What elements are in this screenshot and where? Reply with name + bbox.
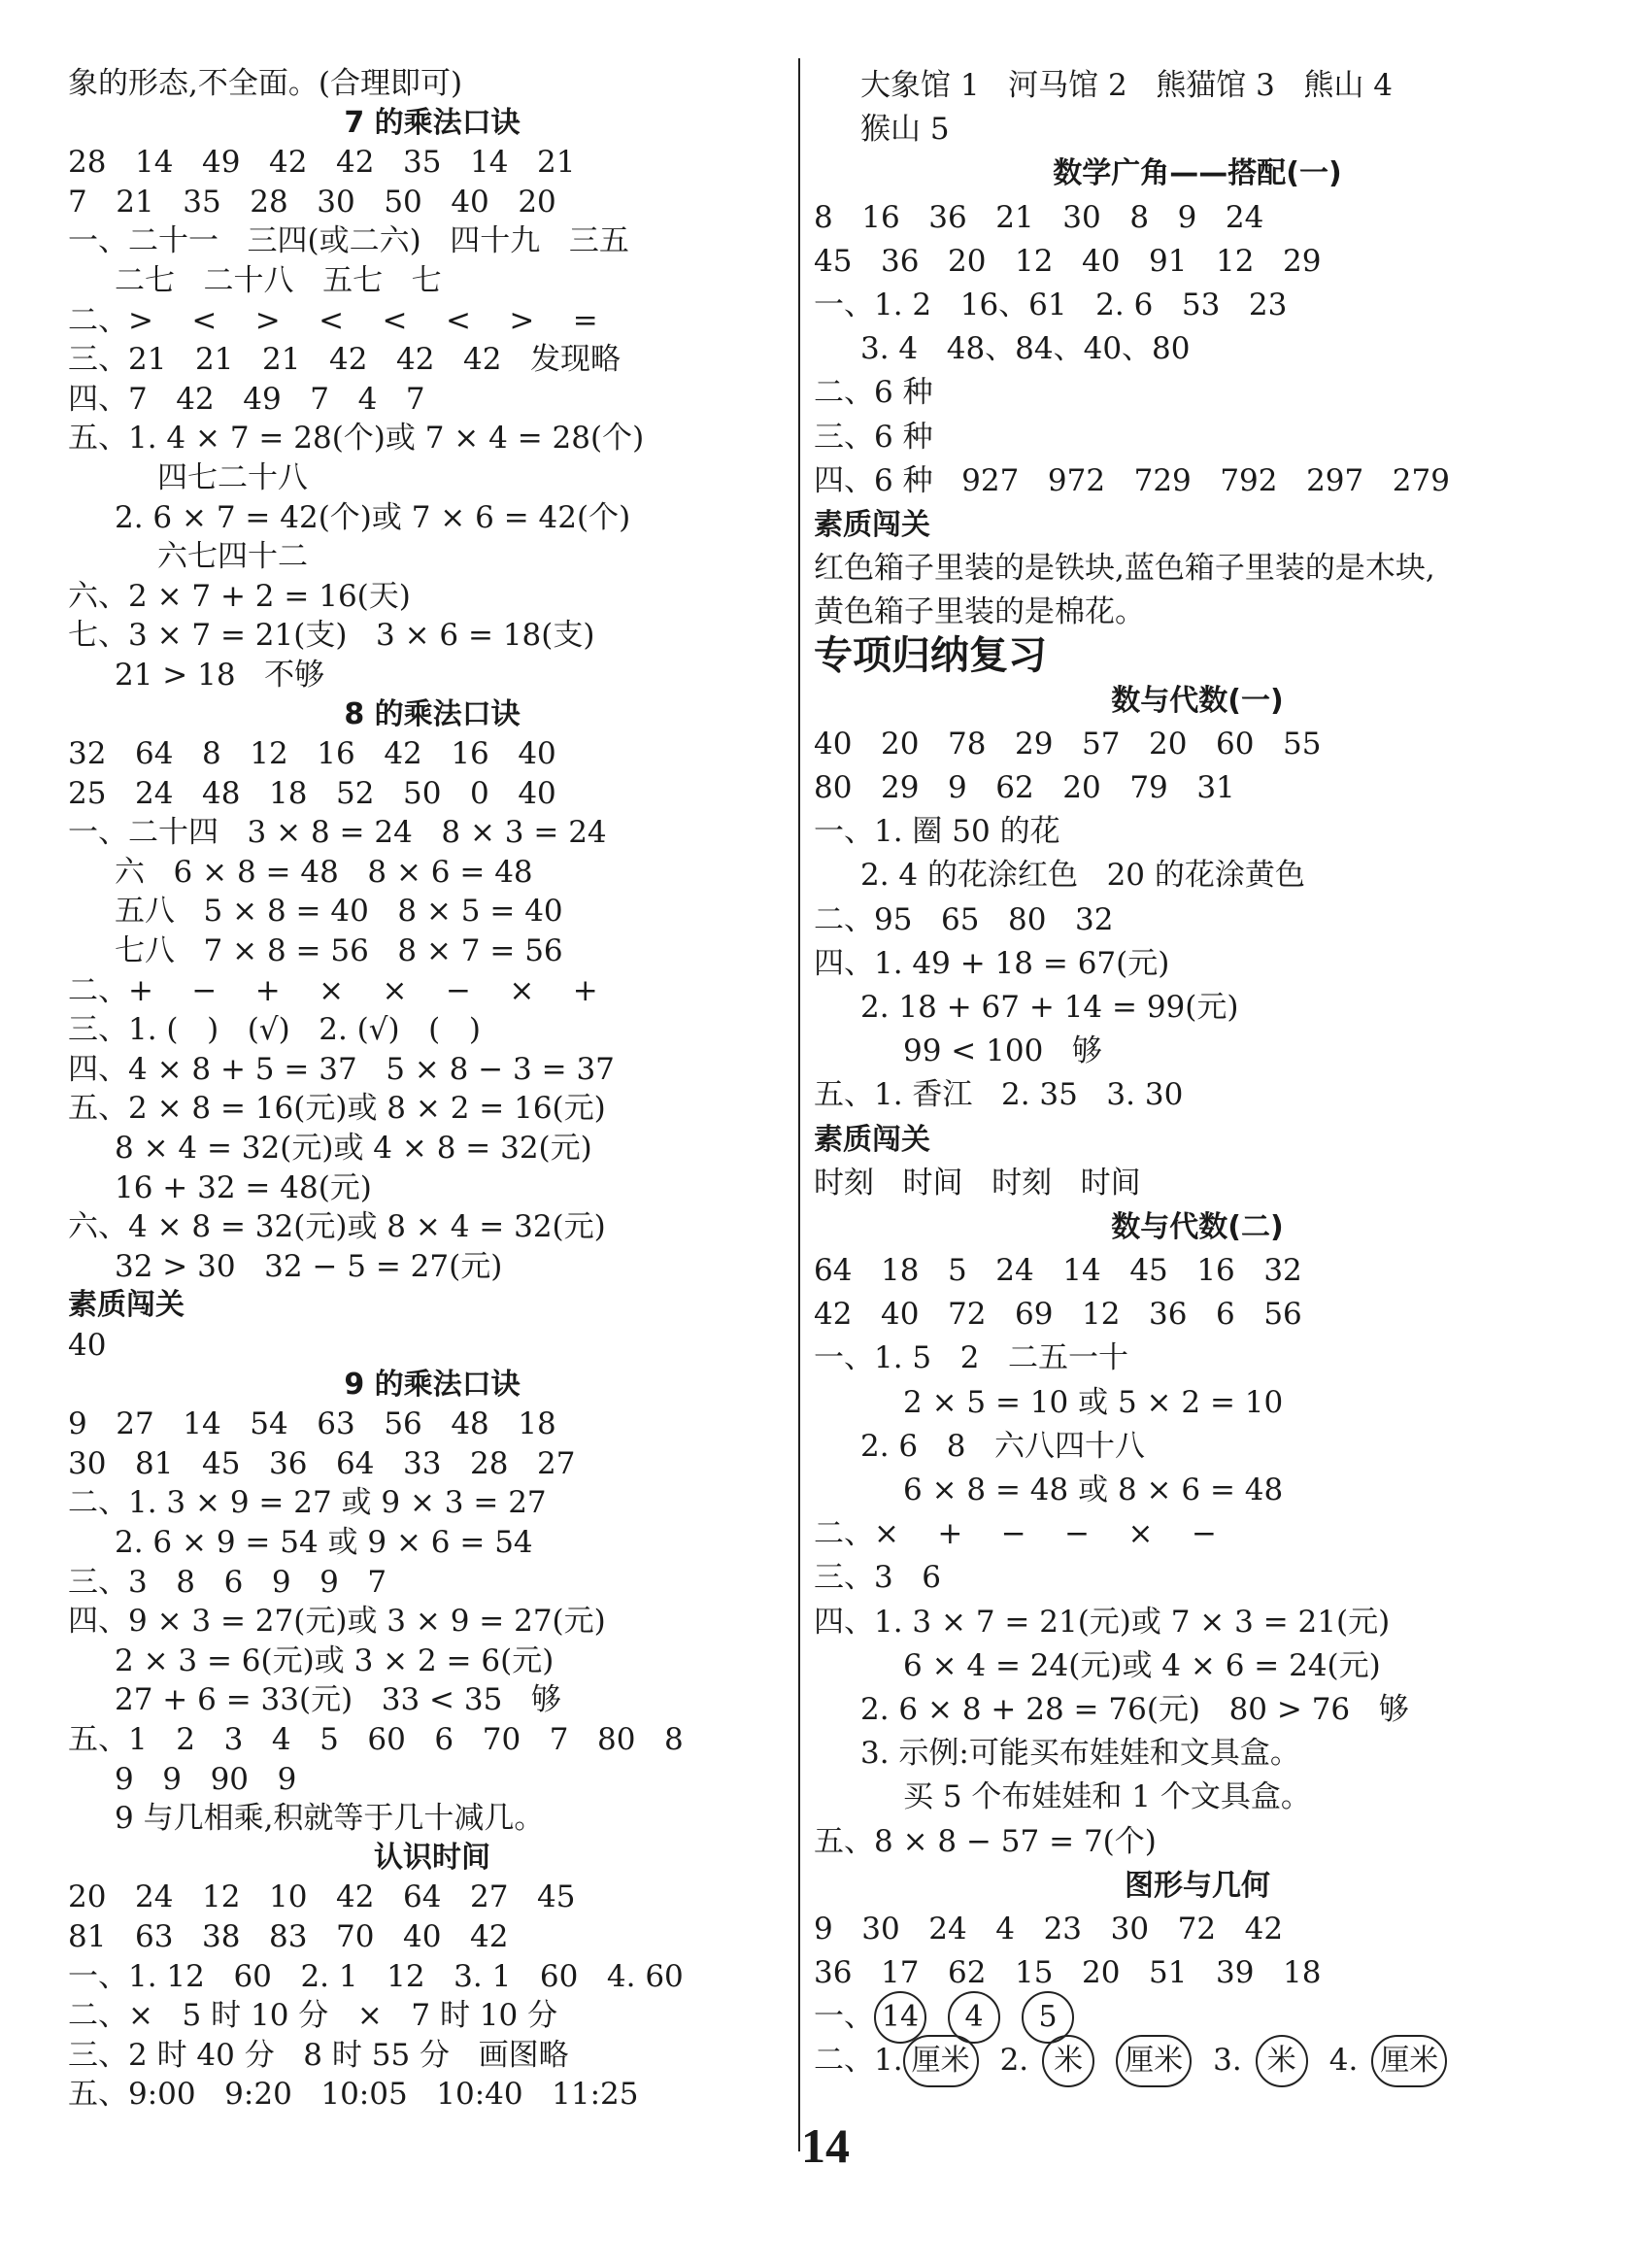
section-heading: 数与代数(二) — [1111, 1209, 1284, 1244]
answer-line: 六、4 × 8 = 32(元)或 8 × 4 = 32(元) — [68, 1209, 606, 1245]
answer-line: 五、8 × 8 − 57 = 7(个) — [814, 1823, 1157, 1859]
answer-line: 2. 6 8 六八四十八 — [860, 1428, 1146, 1464]
circled-answers-row — [814, 1995, 1581, 2039]
answer-line: 三、6 种 — [814, 419, 933, 455]
answer-line: 三、1. ( ) (√) 2. (√) ( ) — [68, 1012, 481, 1048]
answer-line: 2. 4 的花涂红色 20 的花涂黄色 — [860, 858, 1305, 894]
answer-line: 99 < 100 够 — [903, 1033, 1102, 1069]
answer-line: 四、1. 3 × 7 = 21(元)或 7 × 3 = 21(元) — [814, 1604, 1391, 1640]
answer-line: 一、二十四 3 × 8 = 24 8 × 3 = 24 — [68, 815, 607, 851]
section-heading: 数与代数(一) — [1111, 683, 1284, 718]
answer-line: 6 × 4 = 24(元)或 4 × 6 = 24(元) — [903, 1647, 1381, 1683]
circled-unit: 厘米 — [903, 2035, 979, 2087]
answer-line: 六 6 × 8 = 48 8 × 6 = 48 — [115, 854, 533, 890]
answer-line: 20 24 12 10 42 64 27 45 — [68, 1879, 576, 1915]
circled-units-row — [814, 2039, 1581, 2082]
answer-line: 45 36 20 12 40 91 12 29 — [814, 243, 1322, 279]
answer-line: 红色箱子里装的是铁块,蓝色箱子里装的是木块, — [814, 551, 1435, 587]
answer-line: 30 81 45 36 64 33 28 27 — [68, 1445, 576, 1481]
answer-line: 81 63 38 83 70 40 42 — [68, 1918, 509, 1954]
answer-line: 四、4 × 8 + 5 = 37 5 × 8 − 3 = 37 — [68, 1051, 615, 1087]
answer-line: 六七四十二 — [157, 539, 308, 575]
answer-line: 9 30 24 4 23 30 72 42 — [814, 1911, 1284, 1946]
answer-line: 16 + 32 = 48(元) — [115, 1169, 372, 1205]
answer-line: 五、2 × 8 = 16(元)或 8 × 2 = 16(元) — [68, 1091, 606, 1127]
circled-number: 4 — [948, 1991, 1000, 2044]
answer-line: 四、6 种 927 972 729 792 297 279 — [814, 462, 1450, 498]
answer-line: 21 > 18 不够 — [115, 657, 325, 693]
answer-line: 2. 6 × 9 = 54 或 9 × 6 = 54 — [115, 1524, 533, 1560]
answer-line: 一、1. 2 16、61 2. 6 53 23 — [814, 287, 1288, 322]
answer-line: 一、二十一 三四(或二六) 四十九 三五 — [68, 223, 629, 259]
answer-line: 三、3 8 6 9 9 7 — [68, 1564, 387, 1600]
answer-line: 三、3 6 — [814, 1560, 942, 1596]
answer-line: 9 9 90 9 — [115, 1761, 297, 1797]
answer-line: 五、1 2 3 4 5 60 6 70 7 80 8 — [68, 1721, 684, 1757]
circled-number: 14 — [874, 1991, 926, 2044]
item-number: 4. — [1328, 2043, 1359, 2079]
section-heading: 素质闯关 — [814, 507, 930, 542]
answer-line: 四、1. 49 + 18 = 67(元) — [814, 945, 1170, 981]
answer-line: 猴山 5 — [860, 112, 950, 148]
answer-line: 40 20 78 29 57 20 60 55 — [814, 726, 1322, 762]
answer-line: 二、+ − + × × − × + — [68, 972, 598, 1008]
chapter-heading: 专项归纳复习 — [814, 633, 1047, 679]
item-number: 2. — [999, 2043, 1029, 2079]
answer-line: 时刻 时间 时刻 时间 — [814, 1165, 1141, 1201]
answer-line: 6 × 8 = 48 或 8 × 6 = 48 — [903, 1473, 1284, 1507]
right-column — [814, 64, 1581, 2083]
answer-line: 80 29 9 62 20 79 31 — [814, 770, 1235, 805]
answer-line: 二、6 种 — [814, 375, 933, 411]
answer-line: 64 18 5 24 14 45 16 32 — [814, 1253, 1302, 1289]
answer-line: 36 17 62 15 20 51 39 18 — [814, 1955, 1322, 1991]
answer-line: 一、1. 圈 50 的花 — [814, 814, 1060, 850]
answer-line: 买 5 个布娃娃和 1 个文具盒。 — [903, 1779, 1311, 1815]
answer-line: 大象馆 1 河马馆 2 熊猫馆 3 熊山 4 — [860, 68, 1393, 103]
section-heading: 8 的乘法口诀 — [344, 696, 521, 731]
circled-row-prefix: 一、 — [814, 1999, 874, 2035]
answer-line: 五、1. 香江 2. 35 3. 30 — [814, 1077, 1184, 1113]
answer-line: 42 40 72 69 12 36 6 56 — [814, 1297, 1302, 1333]
section-heading: 认识时间 — [374, 1840, 490, 1875]
answer-line: 7 21 35 28 30 50 40 20 — [68, 184, 556, 220]
section-heading: 素质闯关 — [814, 1122, 930, 1157]
section-heading: 9 的乘法口诀 — [344, 1367, 521, 1402]
answer-line: 二、1. 3 × 9 = 27 或 9 × 3 = 27 — [68, 1485, 547, 1521]
answer-line: 32 > 30 32 − 5 = 27(元) — [115, 1248, 503, 1284]
answer-line: 一、1. 12 60 2. 1 12 3. 1 60 4. 60 — [68, 1958, 684, 1994]
answer-line: 2. 18 + 67 + 14 = 99(元) — [860, 989, 1239, 1025]
answer-line: 8 16 36 21 30 8 9 24 — [814, 199, 1264, 235]
answer-line: 四、9 × 3 = 27(元)或 3 × 9 = 27(元) — [68, 1604, 606, 1640]
right-column-lines — [814, 64, 1581, 1995]
answer-line: 3. 4 48、84、40、80 — [860, 331, 1191, 367]
circled-unit: 米 — [1042, 2035, 1094, 2087]
answer-line: 9 与几相乘,积就等于几十减几。 — [115, 1801, 545, 1837]
answer-line: 二七 二十八 五七 七 — [115, 262, 442, 298]
answer-line: 四、7 42 49 7 4 7 — [68, 381, 425, 417]
answer-line: 三、2 时 40 分 8 时 55 分 画图略 — [68, 2037, 569, 2073]
left-column — [68, 64, 796, 2115]
answer-line: 象的形态,不全面。(合理即可) — [68, 66, 463, 101]
answer-line: 三、21 21 21 42 42 42 发现略 — [68, 342, 622, 378]
column-divider — [798, 58, 800, 2151]
item-number: 3. — [1213, 2043, 1242, 2079]
circled-unit: 厘米 — [1371, 2035, 1447, 2087]
section-heading: 素质闯关 — [68, 1288, 185, 1323]
answer-line: 六、2 × 7 + 2 = 16(天) — [68, 578, 411, 614]
answer-line: 二、95 65 80 32 — [814, 901, 1114, 937]
answer-line: 五、9:00 9:20 10:05 10:40 11:25 — [68, 2077, 639, 2113]
section-heading: 数学广角——搭配(一) — [1053, 156, 1342, 191]
answer-line: 二、> < > < < < > = — [68, 302, 598, 338]
answer-line: 2. 6 × 8 + 28 = 76(元) 80 > 76 够 — [860, 1691, 1409, 1727]
answer-line: 一、1. 5 2 二五一十 — [814, 1340, 1129, 1376]
circled-unit: 米 — [1256, 2035, 1308, 2087]
answer-line: 黄色箱子里装的是棉花。 — [814, 594, 1145, 630]
circled-number: 5 — [1022, 1991, 1074, 2044]
answer-line: 8 × 4 = 32(元)或 4 × 8 = 32(元) — [115, 1131, 592, 1167]
answer-line: 二、× + − − × − — [814, 1516, 1217, 1552]
answer-line: 3. 示例:可能买布娃娃和文具盒。 — [860, 1736, 1300, 1772]
answer-line: 七八 7 × 8 = 56 8 × 7 = 56 — [115, 933, 563, 969]
answer-line: 28 14 49 42 42 35 14 21 — [68, 145, 576, 181]
answer-line: 40 — [68, 1328, 107, 1363]
section-heading: 图形与几何 — [1125, 1868, 1270, 1903]
answer-line: 二、× 5 时 10 分 × 7 时 10 分 — [68, 1998, 558, 2034]
answer-line: 9 27 14 54 63 56 48 18 — [68, 1406, 556, 1442]
answer-line: 2 × 3 = 6(元)或 3 × 2 = 6(元) — [115, 1642, 555, 1678]
answer-line: 七、3 × 7 = 21(支) 3 × 6 = 18(支) — [68, 618, 595, 654]
answer-line: 25 24 48 18 52 50 0 40 — [68, 775, 556, 811]
circled-unit: 厘米 — [1116, 2035, 1192, 2087]
answer-line: 四七二十八 — [157, 459, 308, 495]
answer-line: 27 + 6 = 33(元) 33 < 35 够 — [115, 1682, 561, 1718]
answer-line: 2 × 5 = 10 或 5 × 2 = 10 — [903, 1384, 1284, 1420]
page-number: 14 — [801, 2118, 850, 2173]
answer-line: 2. 6 × 7 = 42(个)或 7 × 6 = 42(个) — [115, 499, 631, 535]
answer-line: 五、1. 4 × 7 = 28(个)或 7 × 4 = 28(个) — [68, 421, 645, 457]
units-row-prefix: 二、1. — [814, 2043, 903, 2079]
section-heading: 7 的乘法口诀 — [344, 105, 521, 140]
answer-line: 32 64 8 12 16 42 16 40 — [68, 736, 556, 772]
answer-line: 五八 5 × 8 = 40 8 × 5 = 40 — [115, 894, 563, 930]
